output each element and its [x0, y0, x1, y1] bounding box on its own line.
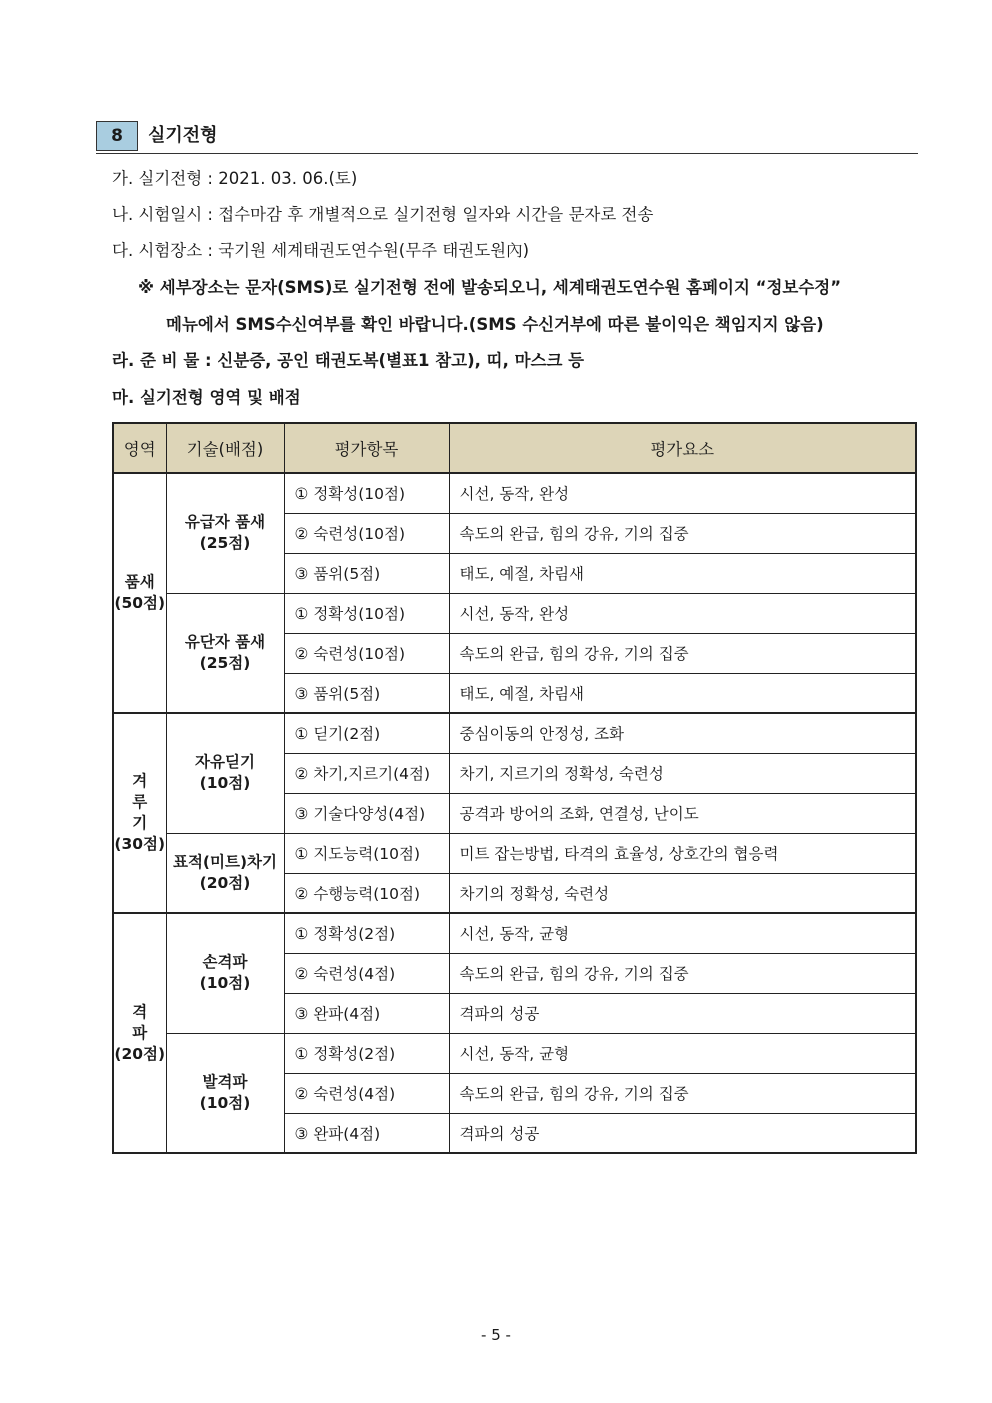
item-cell: ③ 기술다양성(4점) — [284, 793, 449, 833]
skill-cell — [166, 913, 284, 1033]
line-ra: 라. 준 비 물 : 신분증, 공인 태권도복(별표1 참고), 띠, 마스크 등 — [112, 351, 585, 370]
note-line-1: ※ 세부장소는 문자(SMS)로 실기전형 전에 발송되오니, 세계태권도연수원 홈페이지 “정보수정” — [138, 278, 842, 297]
element-cell: 속도의 완급, 힘의 강유, 기의 집중 — [449, 1073, 916, 1113]
table-row — [113, 1033, 916, 1073]
element-cell: 차기의 정확성, 숙련성 — [449, 873, 916, 913]
skill-cell — [166, 593, 284, 713]
element-cell: 시선, 동작, 완성 — [449, 473, 916, 513]
area-points: (30점) — [114, 835, 166, 853]
item-cell: ② 숙련성(10점) — [284, 633, 449, 673]
skill-points: (10점) — [199, 1093, 251, 1112]
table-row — [113, 473, 916, 513]
element-cell: 태도, 예절, 차림새 — [449, 553, 916, 593]
element-cell: 차기, 지르기의 정확성, 숙련성 — [449, 753, 916, 793]
line-da: 다. 시험장소 : 국기원 세계태권도연수원(무주 태권도원內) — [112, 241, 530, 260]
page-number: - 5 - — [481, 1326, 511, 1344]
element-cell: 태도, 예절, 차림새 — [449, 673, 916, 713]
element-cell: 공격과 방어의 조화, 연결성, 난이도 — [449, 793, 916, 833]
header-skill: 기술(배점) — [166, 423, 284, 473]
skill-points: (10점) — [199, 774, 251, 793]
element-cell: 중심이동의 안정성, 조화 — [449, 713, 916, 753]
element-cell: 속도의 완급, 힘의 강유, 기의 집중 — [449, 513, 916, 553]
area-name: 겨 루 기 — [132, 772, 148, 832]
area-points: (50점) — [114, 594, 166, 612]
element-cell: 속도의 완급, 힘의 강유, 기의 집중 — [449, 953, 916, 993]
skill-name: 표적(미트)차기 — [172, 852, 277, 871]
header-area: 영역 — [113, 423, 166, 473]
table-row — [113, 833, 916, 873]
item-cell: ② 숙련성(10점) — [284, 513, 449, 553]
line-ma: 마. 실기전형 영역 및 배점 — [112, 388, 301, 407]
skill-points: (25점) — [199, 653, 251, 672]
element-cell: 미트 잡는방법, 타격의 효율성, 상호간의 협응력 — [449, 833, 916, 873]
skill-cell — [166, 713, 284, 833]
item-cell: ② 차기,지르기(4점) — [284, 753, 449, 793]
skill-cell — [166, 833, 284, 913]
item-cell: ③ 품위(5점) — [284, 673, 449, 713]
area-name: 격 파 — [132, 1002, 148, 1042]
element-cell: 시선, 동작, 완성 — [449, 593, 916, 633]
item-cell: ① 정확성(10점) — [284, 473, 449, 513]
line-ga: 가. 실기전형 : 2021. 03. 06.(토) — [112, 169, 358, 188]
item-cell: ① 정확성(2점) — [284, 1033, 449, 1073]
item-cell: ② 수행능력(10점) — [284, 873, 449, 913]
item-cell: ① 정확성(2점) — [284, 913, 449, 953]
area-name: 품새 — [124, 573, 155, 591]
area-cell — [113, 473, 166, 713]
scoring-table — [112, 422, 917, 1154]
skill-name: 유단자 품새 — [184, 632, 266, 651]
table-row — [113, 913, 916, 953]
skill-cell — [166, 473, 284, 593]
area-cell — [113, 713, 166, 913]
element-cell: 격파의 성공 — [449, 993, 916, 1033]
element-cell: 격파의 성공 — [449, 1113, 916, 1153]
item-cell: ① 딛기(2점) — [284, 713, 449, 753]
area-points: (20점) — [114, 1044, 166, 1063]
line-na: 나. 시험일시 : 접수마감 후 개별적으로 실기전형 일자와 시간을 문자로 전송 — [112, 205, 654, 224]
item-cell: ③ 완파(4점) — [284, 1113, 449, 1153]
header-item: 평가항목 — [284, 423, 449, 473]
skill-name: 유급자 품새 — [184, 513, 266, 532]
table-row — [113, 713, 916, 753]
area-cell — [113, 913, 166, 1153]
skill-points: (25점) — [199, 534, 251, 553]
element-cell: 시선, 동작, 균형 — [449, 1033, 916, 1073]
section-header — [96, 121, 918, 154]
table-header-row — [113, 423, 916, 473]
skill-cell — [166, 1033, 284, 1153]
item-cell: ③ 완파(4점) — [284, 993, 449, 1033]
item-cell: ② 숙련성(4점) — [284, 953, 449, 993]
item-cell: ① 정확성(10점) — [284, 593, 449, 633]
item-cell: ③ 품위(5점) — [284, 553, 449, 593]
table-row — [113, 593, 916, 633]
note-line-2: 메뉴에서 SMS수신여부를 확인 바랍니다.(SMS 수신거부에 따른 불이익은 책임지지 않음) — [166, 315, 824, 334]
element-cell: 시선, 동작, 균형 — [449, 913, 916, 953]
section-title: 실기전형 — [148, 125, 218, 146]
header-element: 평가요소 — [449, 423, 916, 473]
skill-name: 손격파 — [202, 953, 248, 972]
item-cell: ② 숙련성(4점) — [284, 1073, 449, 1113]
skill-name: 자유딛기 — [195, 753, 255, 772]
section-number: 8 — [96, 121, 138, 151]
skill-name: 발격파 — [202, 1072, 248, 1091]
element-cell: 속도의 완급, 힘의 강유, 기의 집중 — [449, 633, 916, 673]
item-cell: ① 지도능력(10점) — [284, 833, 449, 873]
skill-points: (20점) — [199, 873, 251, 892]
skill-points: (10점) — [199, 974, 251, 993]
